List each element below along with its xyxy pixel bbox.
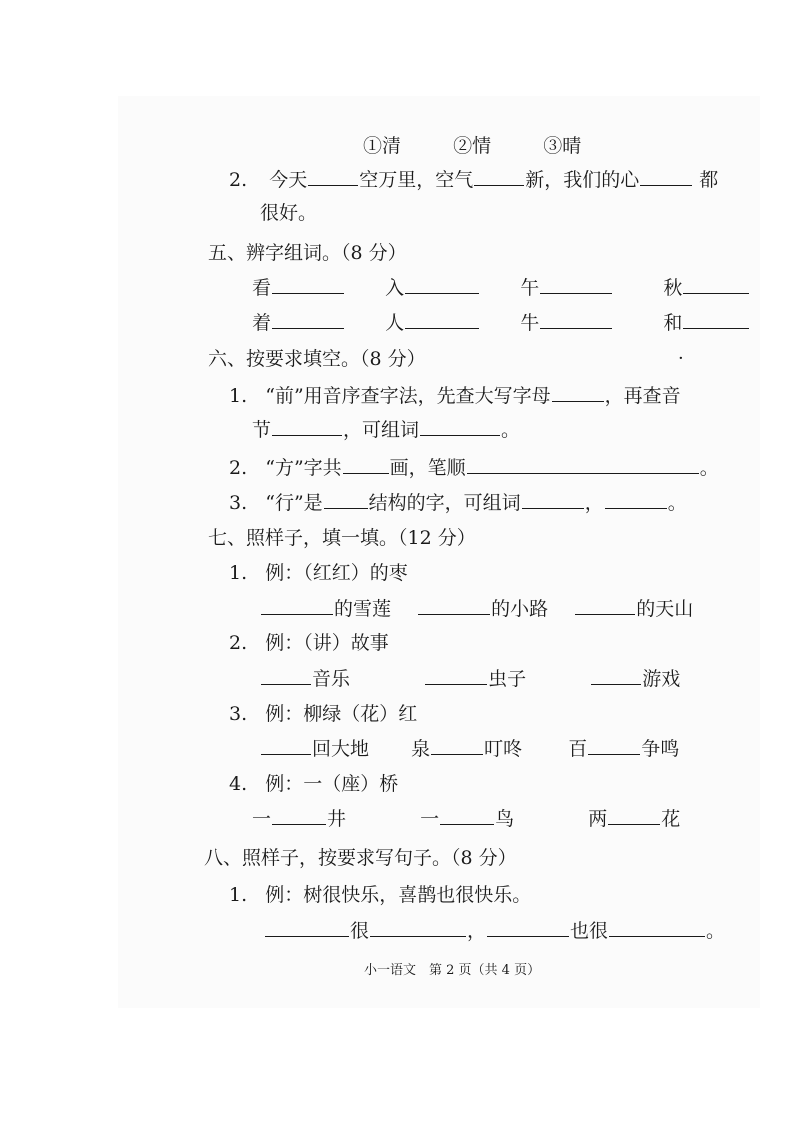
answer-blank[interactable] — [261, 663, 311, 685]
question-text: “行”是 — [265, 492, 323, 514]
question-text: 空万里，空气 — [359, 169, 474, 191]
answer-blank[interactable] — [272, 414, 342, 436]
answer-suffix: 游戏 — [642, 668, 681, 690]
answer-blank[interactable] — [261, 593, 333, 615]
answer-blank[interactable] — [272, 803, 326, 825]
answer-suffix: 音乐 — [312, 668, 351, 690]
question-text: 。 — [667, 492, 687, 514]
answer-blank[interactable] — [405, 272, 479, 294]
answer-blank[interactable] — [683, 307, 749, 329]
char-3: 午 — [520, 277, 540, 299]
question-text: 节 — [252, 419, 272, 441]
question-7-4-example — [229, 769, 398, 799]
answer-blank[interactable] — [540, 307, 612, 329]
answer-blank[interactable] — [605, 487, 667, 509]
answer-suffix: 的小路 — [491, 598, 549, 620]
char-4: 秋 — [663, 277, 683, 299]
question-4-2-continued: 很好。 — [260, 202, 318, 224]
char-4: 和 — [663, 312, 683, 334]
answer-suffix: 井 — [327, 808, 347, 830]
answer-blank[interactable] — [552, 380, 604, 402]
question-7-4-answers — [252, 803, 680, 833]
question-7-3-example — [229, 699, 417, 729]
section-5-row-2 — [252, 307, 750, 337]
question-number: 2. — [229, 632, 248, 654]
answer-suffix: 的雪莲 — [334, 598, 392, 620]
section-7-title: 七、照样子，填一填。（12 分） — [208, 527, 476, 549]
question-text: ，再查音 — [604, 385, 681, 407]
answer-word: 。 — [706, 920, 726, 942]
answer-word: 也很 — [570, 920, 609, 942]
section-6-title: 六、按要求填空。（8 分） — [208, 348, 426, 370]
answer-blank[interactable] — [420, 414, 500, 436]
answer-suffix: 鸟 — [495, 808, 515, 830]
question-text: 。 — [501, 419, 521, 441]
example-text: 例：（讲）故事 — [265, 632, 389, 654]
answer-blank[interactable] — [683, 272, 749, 294]
example-text: 例：柳绿（花）红 — [265, 703, 418, 725]
answer-blank[interactable] — [418, 593, 490, 615]
answer-blank[interactable] — [487, 915, 569, 937]
question-text: “前”用音序查字法，先查大写字母 — [265, 385, 551, 407]
question-7-3-answers — [260, 733, 679, 763]
answer-word: ， — [467, 920, 487, 942]
question-text: 新，我们的心 — [525, 169, 640, 191]
choice-options — [363, 131, 581, 161]
answer-prefix: 泉 — [411, 738, 431, 760]
answer-blank[interactable] — [588, 733, 640, 755]
question-7-2-example — [229, 628, 389, 658]
answer-blank[interactable] — [425, 663, 487, 685]
question-text: 结构的字，可组词 — [368, 492, 521, 514]
answer-suffix: 争鸣 — [641, 738, 680, 760]
answer-blank[interactable] — [272, 307, 344, 329]
answer-blank[interactable] — [261, 733, 311, 755]
question-number: 2. — [229, 457, 248, 479]
question-number: 3. — [229, 703, 248, 725]
answer-blank[interactable] — [343, 452, 389, 474]
answer-blank[interactable] — [272, 272, 344, 294]
answer-blank[interactable] — [474, 164, 524, 186]
question-number: 1. — [229, 884, 248, 906]
question-text: 都 — [699, 169, 719, 191]
question-text: “方”字共 — [265, 457, 342, 479]
section-8-title: 八、照样子，按要求写句子。（8 分） — [204, 847, 517, 869]
question-text: 今天 — [269, 169, 308, 191]
question-6-1-continued — [252, 414, 520, 444]
question-8-1-answer — [264, 915, 725, 945]
question-number: 2. — [229, 169, 248, 191]
char-1: 看 — [252, 277, 272, 299]
answer-blank[interactable] — [591, 663, 641, 685]
section-5-title: 五、辨字组词。（8 分） — [208, 242, 407, 264]
answer-prefix: 百 — [568, 738, 588, 760]
char-2: 人 — [385, 312, 405, 334]
page-footer: 小一语文 第 2 页（共 4 页） — [364, 963, 541, 978]
answer-blank[interactable] — [608, 803, 660, 825]
char-2: 入 — [385, 277, 405, 299]
section-5-row-1 — [252, 272, 750, 302]
example-text: 例：树很快乐，喜鹊也很快乐。 — [265, 884, 532, 906]
answer-prefix: 一 — [420, 808, 440, 830]
choice-1: ①清 — [363, 135, 402, 157]
question-7-1-example — [229, 558, 408, 588]
answer-suffix: 的天山 — [636, 598, 694, 620]
answer-blank[interactable] — [640, 164, 692, 186]
answer-blank[interactable] — [370, 915, 466, 937]
answer-blank[interactable] — [431, 733, 483, 755]
question-6-2 — [229, 452, 719, 482]
choice-3: ③晴 — [543, 135, 582, 157]
question-6-1 — [229, 380, 681, 410]
char-3: 牛 — [520, 312, 540, 334]
question-number: 4. — [229, 773, 248, 795]
answer-word: 很 — [350, 920, 370, 942]
answer-blank[interactable] — [467, 452, 699, 474]
question-number: 1. — [229, 562, 248, 584]
answer-blank[interactable] — [609, 915, 705, 937]
question-number: 3. — [229, 492, 248, 514]
question-text: 。 — [699, 457, 719, 479]
question-text: ， — [584, 492, 604, 514]
answer-blank[interactable] — [405, 307, 479, 329]
answer-prefix: 两 — [588, 808, 608, 830]
question-6-3 — [229, 487, 687, 517]
answer-blank[interactable] — [440, 803, 494, 825]
answer-blank[interactable] — [522, 487, 584, 509]
answer-prefix: 一 — [252, 808, 272, 830]
question-8-1-example — [229, 880, 531, 910]
answer-blank[interactable] — [265, 915, 349, 937]
example-text: 例：一（座）桥 — [265, 773, 399, 795]
question-7-2-answers — [260, 663, 680, 693]
question-4-2 — [229, 164, 718, 194]
answer-blank[interactable] — [540, 272, 612, 294]
question-text: ，可组词 — [343, 419, 420, 441]
question-number: 1. — [229, 385, 248, 407]
example-text: 例：（红红）的枣 — [265, 562, 408, 584]
char-1: 着 — [252, 312, 272, 334]
question-7-1-answers — [260, 593, 693, 623]
answer-blank[interactable] — [575, 593, 635, 615]
answer-blank[interactable] — [324, 487, 368, 509]
answer-blank[interactable] — [308, 164, 358, 186]
answer-suffix: 花 — [661, 808, 681, 830]
answer-suffix: 叮咚 — [484, 738, 523, 760]
question-text: 画，笔顺 — [389, 457, 466, 479]
answer-suffix: 回大地 — [312, 738, 370, 760]
answer-suffix: 虫子 — [488, 668, 527, 690]
stray-mark: · — [678, 348, 684, 369]
choice-2: ②情 — [453, 135, 492, 157]
